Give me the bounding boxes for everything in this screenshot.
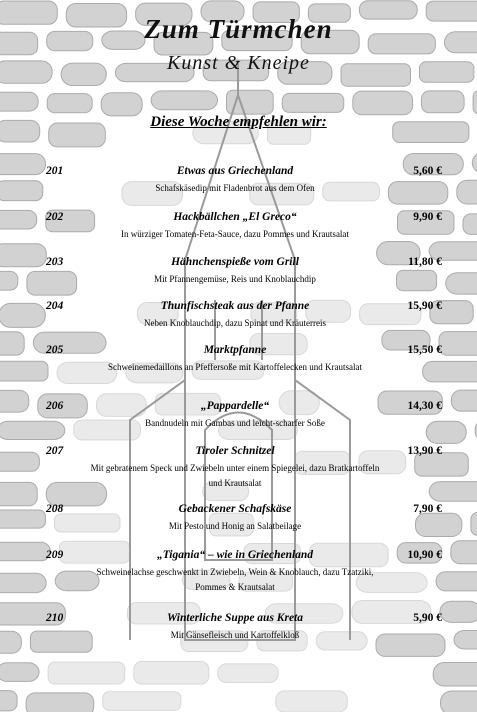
item-number: 202	[46, 211, 64, 223]
item-price: 5,60 €	[413, 165, 442, 177]
item-price: 5,90 €	[413, 612, 442, 624]
item-price: 11,80 €	[408, 256, 442, 268]
item-number: 207	[46, 445, 64, 457]
item-description: In würziger Tomaten-Feta-Sauce, dazu Pommes und Krautsalat	[121, 229, 349, 239]
item-description: Schweinelachse geschwenkt in Zwiebeln, Wein & Knoblauch, dazu Tzatziki, Pommes & Krautsalat	[96, 567, 374, 592]
item-description: Neben Knoblauchdip, dazu Spinat und Kräuterreis	[144, 318, 326, 328]
item-number: 206	[46, 400, 64, 412]
item-description: Schweinemedaillons an Pfeffersoße mit Kartoffelecken und Krautsalat	[107, 362, 363, 372]
weekly-recommendation-heading: Diese Woche empfehlen wir:	[150, 114, 327, 130]
item-price: 9,90 €	[413, 211, 442, 223]
item-description: Bandnudeln mit Gambas und leicht-scharfer Soße	[145, 418, 325, 428]
item-name: Gebackener Schafskäse	[178, 503, 292, 515]
item-description: Mit gebratenem Speck und Zwiebeln unter einem Spiegelei, dazu Bratkartoffeln und Krautsalat	[90, 463, 380, 488]
restaurant-title: Zum Türmchen	[144, 14, 333, 44]
item-price: 10,90 €	[407, 549, 442, 561]
item-name: „Pappardelle“	[200, 400, 270, 412]
item-price: 15,50 €	[407, 344, 442, 356]
item-number: 203	[46, 256, 64, 268]
item-number: 204	[46, 300, 64, 312]
item-name: „Tigania“ – wie in Griechenland	[156, 549, 314, 561]
item-number: 208	[46, 503, 64, 515]
item-name: Hähnchenspieße vom Grill	[171, 256, 299, 268]
item-number: 201	[46, 165, 64, 177]
item-name: Etwas aus Griechenland	[176, 165, 294, 177]
item-description: Mit Gänsefleisch und Kartoffelkloß	[170, 630, 300, 640]
restaurant-subtitle: Kunst & Kneipe	[167, 52, 310, 74]
item-number: 210	[46, 612, 64, 624]
item-price: 7,90 €	[413, 503, 442, 515]
item-description: Mit Pfannengemüse, Reis und Knoblauchdip	[154, 274, 316, 284]
item-description: Mit Pesto und Honig an Salatbeilage	[168, 521, 302, 531]
item-name: Tiroler Schnitzel	[195, 445, 275, 457]
item-name: Marktpfanne	[203, 344, 267, 356]
item-description: Schafskäsedip mit Fladenbrot aus dem Ofen	[155, 183, 315, 193]
item-price: 13,90 €	[407, 445, 442, 457]
item-price: 14,30 €	[407, 400, 442, 412]
item-number: 205	[46, 344, 64, 356]
item-price: 15,90 €	[407, 300, 442, 312]
item-name: Winterliche Suppe aus Kreta	[167, 612, 303, 624]
item-name: Hackbällchen „El Greco“	[173, 211, 297, 223]
item-name: Thunfischsteak aus der Pfanne	[160, 300, 310, 312]
item-number: 209	[46, 549, 64, 561]
